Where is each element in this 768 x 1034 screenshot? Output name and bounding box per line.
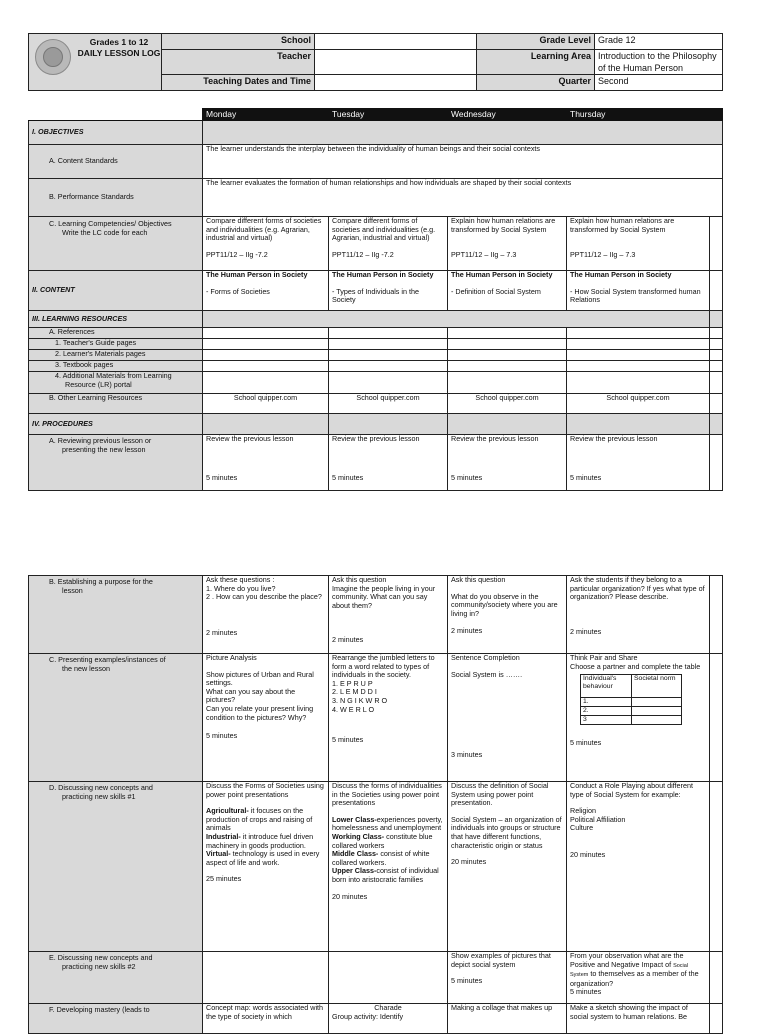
section-content: II. CONTENT (29, 271, 203, 311)
content-wednesday: The Human Person in Society - Definition of Social System (448, 271, 567, 311)
section-objectives: I. OBJECTIVES (29, 121, 203, 145)
mastery-tuesday: Charade Group activity: Identify (329, 1004, 448, 1034)
day-wednesday: Wednesday (448, 109, 567, 121)
review-thursday: Review the previous lesson 5 minutes (567, 435, 710, 491)
tg-label: 1. Teacher's Guide pages (29, 339, 203, 350)
purpose-label: B. Establishing a purpose for the lesson (29, 576, 203, 654)
presenting-label: C. Presenting examples/instances of the new lesson (29, 654, 203, 782)
other-resource-monday: School quipper.com (203, 394, 329, 414)
section-resources: III. LEARNING RESOURCES (29, 311, 203, 328)
dates-label: Teaching Dates and Time (162, 75, 315, 91)
content-tuesday: The Human Person in Society - Types of Individuals in the Society (329, 271, 448, 311)
review-label: A. Reviewing previous lesson or presenting the new lesson (29, 435, 203, 491)
day-monday: Monday (203, 109, 329, 121)
additional-materials-label: 4. Additional Materials from Learning Resource (LR) portal (29, 372, 203, 394)
textbook-label: 3. Textbook pages (29, 361, 203, 372)
other-resource-wednesday: School quipper.com (448, 394, 567, 414)
purpose-tuesday: Ask this question Imagine the people living in your community. What can you say about them? 2 minutes (329, 576, 448, 654)
school-field[interactable] (315, 34, 477, 50)
dll-title: DAILY LESSON LOG (77, 48, 161, 58)
section-procedures: IV. PROCEDURES (29, 414, 203, 435)
think-pair-header-norm: Societal norm (632, 675, 682, 698)
discuss1-tuesday: Discuss the forms of individualities in the Societies using power point presentations Lower Class-experiences poverty, homelessness and unemployment Working Class- constitute blue collared workers Middle Class- consist of white collared workers. Upper Class-consist of individual born into aristocratic families 20 minutes (329, 782, 448, 952)
performance-standards-label: B. Performance Standards (29, 179, 203, 217)
discuss1-monday: Discuss the Forms of Societies using power point presentations Agricultural- it focuses on the production of crops and raising of animals Industrial- it introduce fuel driven machinery in goods production. Virtual- technology is used in every aspect of life and work. 25 minutes (203, 782, 329, 952)
mastery-wednesday: Making a collage that makes up (448, 1004, 567, 1034)
quarter-value[interactable]: Second (595, 75, 723, 91)
think-pair-row[interactable]: 1. (581, 698, 632, 707)
competency-wednesday: Explain how human relations are transformed by Social System PPT11/12 – IIg – 7.3 (448, 217, 567, 271)
mastery-monday: Concept map: words associated with the type of society in which (203, 1004, 329, 1034)
competency-thursday: Explain how human relations are transformed by Social System PPT11/12 – IIg – 7.3 (567, 217, 710, 271)
review-wednesday: Review the previous lesson 5 minutes (448, 435, 567, 491)
grades-label: Grades 1 to 12 (89, 37, 149, 47)
content-monday: The Human Person in Society - Forms of Societies (203, 271, 329, 311)
dates-field[interactable] (315, 75, 477, 91)
deped-header-cell (29, 34, 162, 91)
other-resource-thursday: School quipper.com (567, 394, 710, 414)
other-resource-tuesday: School quipper.com (329, 394, 448, 414)
content-thursday: The Human Person in Society - How Social System transformed human Relations (567, 271, 710, 311)
learning-area-label: Learning Area (477, 50, 595, 75)
discuss1-thursday: Conduct a Role Playing about different type of Social System for example: Religion Political Affiliation Culture 20 minutes (567, 782, 710, 952)
mastery-label: F. Developing mastery (leads to (29, 1004, 203, 1034)
think-pair-row[interactable]: 3 (581, 716, 632, 725)
mastery-thursday: Make a sketch showing the impact of social system to human relations. Be (567, 1004, 710, 1034)
purpose-thursday: Ask the students if they belong to a particular organization? If yes what type of organization? Please describe. 2 minutes (567, 576, 710, 654)
discuss1-label: D. Discussing new concepts and practicing new skills #1 (29, 782, 203, 952)
purpose-wednesday: Ask this question What do you observe in the community/society where you are living in? 2 minutes (448, 576, 567, 654)
discuss2-label: E. Discussing new concepts and practicing new skills #2 (29, 952, 203, 1004)
lm-label: 2. Learner's Materials pages (29, 350, 203, 361)
teacher-field[interactable] (315, 50, 477, 75)
school-label: School (162, 34, 315, 50)
presenting-wednesday: Sentence Completion Social System is ……. 3 minutes (448, 654, 567, 782)
grade-level-label: Grade Level (477, 34, 595, 50)
presenting-monday: Picture Analysis Show pictures of Urban and Rural settings. What can you say about the pictures? Can you relate your present living condition to the pictures? Why? 5 minutes (203, 654, 329, 782)
teacher-label: Teacher (162, 50, 315, 75)
discuss2-thursday: From your observation what are the Positive and Negative Impact of Social System to themselves as a member of the organization? 5 minutes (567, 952, 710, 1004)
performance-standards-text: The learner evaluates the formation of human relationships and how individuals are shaped by their social contexts (203, 179, 723, 217)
think-pair-table (580, 674, 682, 725)
content-standards-text: The learner understands the interplay between the individuality of human beings and their social contexts (203, 145, 723, 179)
day-thursday: Thursday (567, 109, 723, 121)
review-monday: Review the previous lesson 5 minutes (203, 435, 329, 491)
presenting-tuesday: Rearrange the jumbled letters to form a word related to types of individuals in the society. 1. E P R U P 2. L E M D D I 3. N G I K W R O 4. W E R L O 5 minutes (329, 654, 448, 782)
grade-level-value[interactable]: Grade 12 (595, 34, 723, 50)
quarter-label: Quarter (477, 75, 595, 91)
day-tuesday: Tuesday (329, 109, 448, 121)
review-tuesday: Review the previous lesson 5 minutes (329, 435, 448, 491)
learning-area-value[interactable]: Introduction to the Philosophy of the Human Person (595, 50, 723, 75)
content-standards-label: A. Content Standards (29, 145, 203, 179)
competency-tuesday: Compare different forms of societies and individualities (e.g. Agrarian, industrial and virtual) PPT11/12 – IIg -7.2 (329, 217, 448, 271)
think-pair-row[interactable]: 2. (581, 707, 632, 716)
discuss2-wednesday: Show examples of pictures that depict social system 5 minutes (448, 952, 567, 1004)
references-label: A. References (29, 328, 203, 339)
competency-monday: Compare different forms of societies and individualities (e.g. Agrarian, industrial and virtual) PPT11/12 – IIg -7.2 (203, 217, 329, 271)
purpose-monday: Ask these questions : 1. Where do you live? 2 . How can you describe the place? 2 minutes (203, 576, 329, 654)
other-resources-label: B. Other Learning Resources (29, 394, 203, 414)
discuss1-wednesday: Discuss the definition of Social System using power point presentation. Social System – an organization of individuals into groups or structure that have different functions, characteristic origin or status 20 minutes (448, 782, 567, 952)
think-pair-header-behaviour: Individual's behaviour (581, 675, 632, 698)
deped-seal-icon (35, 39, 71, 75)
presenting-thursday: Think Pair and Share Choose a partner and complete the table Individual's behaviour Societal norm 1. 2. 3 5 minutes (567, 654, 710, 782)
competencies-label: C. Learning Competencies/ Objectives Write the LC code for each (29, 217, 203, 271)
